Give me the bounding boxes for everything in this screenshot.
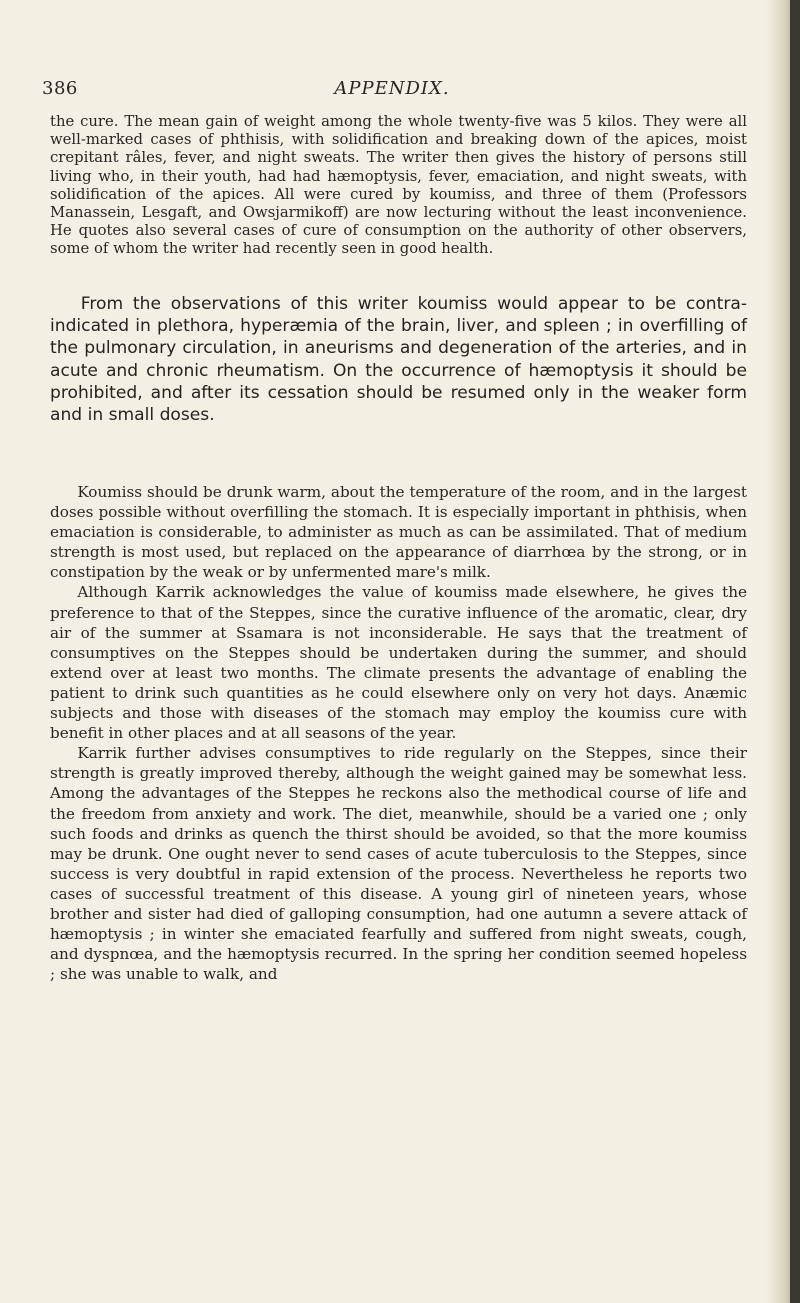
paragraph-karrik-advises: Karrik further advises consumptives to ride regularly on the Steppes, since their strength is greatly improved thereby, although the weight gained may be somewhat less. Among the advantages of the Steppes he reckons also the methodical course of life and the freedom from anxiety and work. The diet, meanwhile, should be a varied one ; only such foods and drinks as quench the thirst should be avoided, so that the more koumiss may be drunk. One ought never to send cases of acute tuberculosis to the Steppes, since success is very doubtful in rapid extension of the process. Nevertheless he reports two cases of successful treatment of this disease. A young girl of nineteen years, whose brother and sister had died of galloping consumption, had one autumn a severe attack of hæmoptysis ; in winter she emaciated fearfully and suffered from night sweats, cough, and dyspnœa, and the hæmoptysis recurred. In the spring her condition seemed hopeless ; she was unable to walk, and	[50, 744, 747, 984]
paragraph-intro	[50, 113, 747, 259]
body-text	[50, 482, 747, 984]
paragraph-drunk-warm: Koumiss should be drunk warm, about the temperature of the room, and in the largest doses possible without overfilling the stomach. It is especially important in phthisis, when emaciation is considerable, to administer as much as can be assimilated. That of medium strength is most used, but replaced on the appearance of diarrhœa by the strong, or in constipation by the weak or by unfermented mare's milk.	[50, 483, 747, 582]
paragraph-contra-indications	[50, 293, 747, 426]
binding-shadow	[790, 0, 800, 1303]
paragraph-text: the cure. The mean gain of weight among the whole twenty-five was 5 kilos. They were all well-marked cases of phthisis, with solidification and breaking down of the apices, moist crepitant râles, fever, and night sweats. The writer then gives the history of persons still living who, in their youth, had had hæmoptysis, fever, emaciation, and night sweats, with solidification of the apices. All were cured by koumiss, and three of them (Professors Manassein, Lesgaft, and Owsjarmikoff) are now lecturing without the least inconvenience. He quotes also several cases of cure of consumption on the authority of other observers, some of whom the writer had recently seen in good health.	[50, 113, 747, 258]
paragraph-text: From the observations of this writer koumiss would appear to be contra-indicated in plethora, hyperæmia of the brain, liver, and spleen ; in overfilling of the pulmonary circulation, in aneurisms and degeneration of the arteries, and in acute and chronic rheumatism. On the occurrence of hæmoptysis it should be prohibited, and after its cessation should be resumed only in the weaker form and in small doses.	[50, 294, 747, 426]
paragraph-karrik-preference: Although Karrik acknowledges the value of koumiss made elsewhere, he gives the preference to that of the Steppes, since the curative influence of the aromatic, clear, dry air of the summer at Ssamara is not inconsiderable. He says that the treatment of consumptives on the Steppes should be undertaken during the summer, and should extend over at least two months. The climate presents the advantage of enabling the patient to drink such quantities as he could elsewhere only on very hot days. Anæmic subjects and those with diseases of the stomach may employ the koumiss cure with benefit in other places and at all seasons of the year.	[50, 583, 747, 743]
running-title: APPENDIX.	[334, 78, 450, 99]
page-header	[42, 78, 742, 106]
page-number: 386	[42, 78, 78, 99]
